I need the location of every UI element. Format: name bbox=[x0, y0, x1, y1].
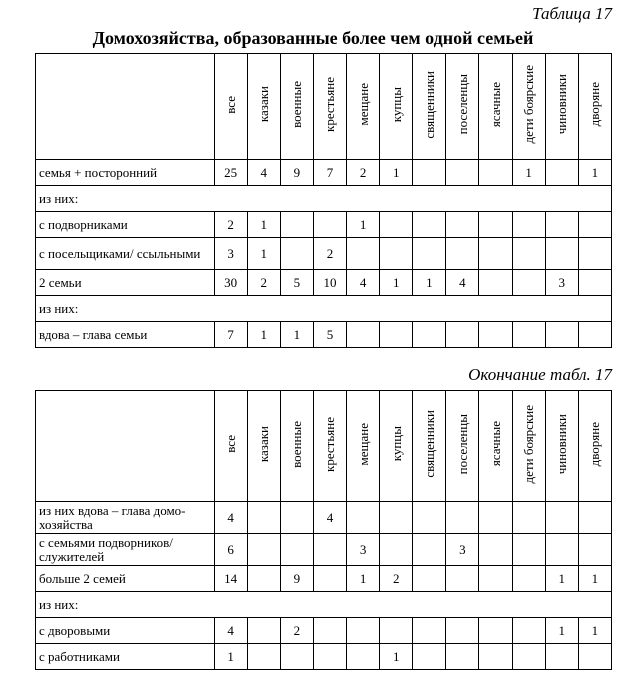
row-label: вдова – глава семьи bbox=[36, 322, 215, 348]
table1-number-label: Таблица 17 bbox=[532, 4, 612, 23]
table-cell: 1 bbox=[578, 160, 611, 186]
table-cell bbox=[413, 160, 446, 186]
table-cell bbox=[578, 212, 611, 238]
table-cell: 1 bbox=[380, 160, 413, 186]
table-row bbox=[36, 270, 612, 296]
header-corner-cell bbox=[36, 391, 215, 502]
table-cell bbox=[313, 566, 346, 592]
column-header bbox=[247, 391, 280, 502]
table-cell: 10 bbox=[313, 270, 346, 296]
table-cell: 5 bbox=[313, 322, 346, 348]
column-header-label: поселенцы bbox=[454, 413, 470, 475]
table-cell bbox=[446, 238, 479, 270]
table-cell bbox=[578, 534, 611, 566]
table-cell bbox=[413, 502, 446, 534]
table-row bbox=[36, 566, 612, 592]
table-row bbox=[36, 238, 612, 270]
column-header-label: поселенцы bbox=[454, 74, 470, 135]
table-cell: 4 bbox=[446, 270, 479, 296]
table-cell bbox=[280, 534, 313, 566]
table-cell bbox=[578, 270, 611, 296]
table-cell: 1 bbox=[214, 644, 247, 670]
column-header-label: ясачные bbox=[488, 81, 504, 128]
table-cell: 1 bbox=[380, 270, 413, 296]
table-row bbox=[36, 322, 612, 348]
table-cell bbox=[380, 502, 413, 534]
table-cell bbox=[446, 212, 479, 238]
table-cell: 3 bbox=[545, 270, 578, 296]
column-header-label: все bbox=[223, 435, 239, 453]
table-cell: 1 bbox=[247, 238, 280, 270]
table-cell: 3 bbox=[347, 534, 380, 566]
column-header bbox=[413, 54, 446, 160]
column-header bbox=[446, 54, 479, 160]
table-cell bbox=[578, 502, 611, 534]
table-cell: 1 bbox=[347, 566, 380, 592]
table-cell: 1 bbox=[280, 322, 313, 348]
table-cell bbox=[578, 322, 611, 348]
table1 bbox=[35, 53, 612, 348]
table-cell: 25 bbox=[214, 160, 247, 186]
column-header-label: дворяне bbox=[587, 421, 603, 467]
table1-body bbox=[36, 160, 612, 348]
table-cell: 2 bbox=[214, 212, 247, 238]
table-cell bbox=[280, 238, 313, 270]
column-header bbox=[380, 391, 413, 502]
table-cell bbox=[512, 212, 545, 238]
table-cell: 6 bbox=[214, 534, 247, 566]
column-header bbox=[512, 54, 545, 160]
table-cell bbox=[512, 534, 545, 566]
column-header bbox=[214, 391, 247, 502]
table-cell bbox=[512, 322, 545, 348]
column-header-label: чиновники bbox=[554, 74, 570, 135]
column-header-label: дворяне bbox=[587, 82, 603, 127]
table-cell bbox=[413, 618, 446, 644]
column-header bbox=[446, 391, 479, 502]
column-header-label: дети боярские bbox=[521, 404, 537, 484]
column-header-label: мещане bbox=[355, 83, 371, 126]
table2 bbox=[35, 390, 612, 670]
table-cell: 9 bbox=[280, 160, 313, 186]
table-cell bbox=[512, 644, 545, 670]
column-header-label: военные bbox=[289, 420, 305, 468]
table-cell bbox=[280, 212, 313, 238]
table-cell bbox=[313, 644, 346, 670]
table-cell bbox=[446, 644, 479, 670]
table-cell bbox=[347, 618, 380, 644]
subheading-row bbox=[36, 296, 612, 322]
row-label: из них: bbox=[36, 186, 612, 212]
column-header bbox=[313, 54, 346, 160]
table-cell bbox=[479, 534, 512, 566]
column-header bbox=[347, 54, 380, 160]
table-cell bbox=[413, 534, 446, 566]
row-label: из них: bbox=[36, 296, 612, 322]
table-cell bbox=[380, 534, 413, 566]
table-cell bbox=[446, 566, 479, 592]
table-cell: 30 bbox=[214, 270, 247, 296]
table-cell bbox=[578, 644, 611, 670]
table-row bbox=[36, 534, 612, 566]
table-cell: 7 bbox=[313, 160, 346, 186]
column-header-label: мещане bbox=[355, 422, 371, 466]
column-header bbox=[512, 391, 545, 502]
table-row bbox=[36, 644, 612, 670]
table-cell bbox=[512, 238, 545, 270]
table-cell bbox=[380, 212, 413, 238]
column-header bbox=[578, 391, 611, 502]
table-cell: 2 bbox=[347, 160, 380, 186]
subheading-row bbox=[36, 592, 612, 618]
table1-header-row bbox=[36, 54, 612, 160]
row-label: из них вдова – глава домо-хозяйства bbox=[36, 502, 215, 534]
table-cell bbox=[413, 322, 446, 348]
table2-number-label: Окончание табл. 17 bbox=[468, 365, 612, 384]
table-cell bbox=[413, 644, 446, 670]
table-cell bbox=[247, 502, 280, 534]
table-cell: 1 bbox=[545, 618, 578, 644]
row-label: больше 2 семей bbox=[36, 566, 215, 592]
table-cell bbox=[413, 212, 446, 238]
table-cell bbox=[247, 618, 280, 644]
table-cell bbox=[347, 644, 380, 670]
column-header-label: крестьяне bbox=[322, 77, 338, 132]
table-cell: 1 bbox=[413, 270, 446, 296]
table-cell bbox=[380, 322, 413, 348]
table-cell bbox=[313, 618, 346, 644]
table-cell bbox=[347, 238, 380, 270]
table-cell bbox=[280, 502, 313, 534]
column-header bbox=[347, 391, 380, 502]
column-header-label: ясачные bbox=[488, 421, 504, 467]
column-header-label: дети боярские bbox=[521, 65, 537, 144]
table-cell bbox=[479, 322, 512, 348]
table-cell: 4 bbox=[247, 160, 280, 186]
table-cell bbox=[545, 644, 578, 670]
table-cell bbox=[578, 238, 611, 270]
table-cell: 4 bbox=[214, 618, 247, 644]
subheading-row bbox=[36, 186, 612, 212]
column-header bbox=[380, 54, 413, 160]
table-cell bbox=[280, 644, 313, 670]
table-cell bbox=[446, 502, 479, 534]
table-cell bbox=[380, 618, 413, 644]
column-header bbox=[545, 391, 578, 502]
column-header-label: чиновники bbox=[554, 413, 570, 475]
table-cell: 2 bbox=[280, 618, 313, 644]
column-header-label: крестьяне bbox=[322, 416, 338, 472]
table-cell: 1 bbox=[578, 618, 611, 644]
row-label: с посельщиками/ ссыльными bbox=[36, 238, 215, 270]
table-cell bbox=[545, 534, 578, 566]
row-label: 2 семьи bbox=[36, 270, 215, 296]
table-cell bbox=[247, 644, 280, 670]
column-header-label: казаки bbox=[256, 86, 272, 123]
column-header-label: купцы bbox=[388, 86, 404, 123]
row-label: с работниками bbox=[36, 644, 215, 670]
column-header bbox=[479, 54, 512, 160]
column-header bbox=[413, 391, 446, 502]
column-header bbox=[578, 54, 611, 160]
table-cell bbox=[446, 160, 479, 186]
table-cell: 3 bbox=[214, 238, 247, 270]
table-cell: 3 bbox=[446, 534, 479, 566]
row-label: из них: bbox=[36, 592, 612, 618]
column-header-label: священники bbox=[421, 410, 437, 478]
table-cell: 1 bbox=[578, 566, 611, 592]
table-cell bbox=[479, 502, 512, 534]
column-header bbox=[280, 391, 313, 502]
table-row bbox=[36, 618, 612, 644]
table-cell bbox=[313, 534, 346, 566]
table-cell: 4 bbox=[214, 502, 247, 534]
table-cell bbox=[413, 566, 446, 592]
column-header-label: военные bbox=[289, 81, 305, 128]
row-label: с подворниками bbox=[36, 212, 215, 238]
table-cell bbox=[479, 566, 512, 592]
table-cell bbox=[479, 644, 512, 670]
table-cell: 7 bbox=[214, 322, 247, 348]
table-cell bbox=[545, 160, 578, 186]
table-cell bbox=[313, 212, 346, 238]
table-cell: 2 bbox=[247, 270, 280, 296]
table-cell bbox=[479, 618, 512, 644]
column-header bbox=[479, 391, 512, 502]
table-cell bbox=[479, 238, 512, 270]
row-label: с семьями подворников/ служителей bbox=[36, 534, 215, 566]
table-row bbox=[36, 212, 612, 238]
column-header-label: священники bbox=[421, 70, 437, 139]
column-header-label: купцы bbox=[388, 426, 404, 462]
table-cell bbox=[545, 212, 578, 238]
table-cell bbox=[545, 322, 578, 348]
table-cell: 1 bbox=[512, 160, 545, 186]
table-cell bbox=[512, 566, 545, 592]
table-row bbox=[36, 502, 612, 534]
table-cell: 2 bbox=[313, 238, 346, 270]
table-cell bbox=[380, 238, 413, 270]
column-header-label: все bbox=[223, 95, 239, 114]
column-header bbox=[214, 54, 247, 160]
table-cell: 14 bbox=[214, 566, 247, 592]
table-cell: 1 bbox=[545, 566, 578, 592]
row-label: семья + посторонний bbox=[36, 160, 215, 186]
table2-header-row bbox=[36, 391, 612, 502]
table-cell bbox=[512, 618, 545, 644]
table-cell: 9 bbox=[280, 566, 313, 592]
column-header bbox=[280, 54, 313, 160]
table-cell bbox=[512, 502, 545, 534]
header-corner-cell bbox=[36, 54, 215, 160]
table-cell bbox=[545, 238, 578, 270]
table-cell bbox=[545, 502, 578, 534]
table-cell bbox=[413, 238, 446, 270]
row-label: с дворовыми bbox=[36, 618, 215, 644]
table-cell bbox=[247, 534, 280, 566]
column-header bbox=[247, 54, 280, 160]
table-row bbox=[36, 160, 612, 186]
table2-body bbox=[36, 502, 612, 670]
table-cell: 1 bbox=[247, 212, 280, 238]
table-cell bbox=[347, 322, 380, 348]
column-header-label: казаки bbox=[256, 425, 272, 463]
table-cell bbox=[479, 212, 512, 238]
table-cell: 4 bbox=[347, 270, 380, 296]
column-header bbox=[313, 391, 346, 502]
table-cell bbox=[446, 618, 479, 644]
table-cell: 1 bbox=[347, 212, 380, 238]
table-cell: 2 bbox=[380, 566, 413, 592]
table-cell bbox=[247, 566, 280, 592]
table-cell bbox=[347, 502, 380, 534]
table-cell bbox=[479, 160, 512, 186]
table-cell bbox=[512, 270, 545, 296]
table-cell bbox=[446, 322, 479, 348]
table-cell: 1 bbox=[247, 322, 280, 348]
column-header bbox=[545, 54, 578, 160]
table-cell bbox=[479, 270, 512, 296]
table-cell: 5 bbox=[280, 270, 313, 296]
table1-title: Домохозяйства, образованные более чем одной семьей bbox=[92, 28, 534, 48]
table-cell: 4 bbox=[313, 502, 346, 534]
table-cell: 1 bbox=[380, 644, 413, 670]
